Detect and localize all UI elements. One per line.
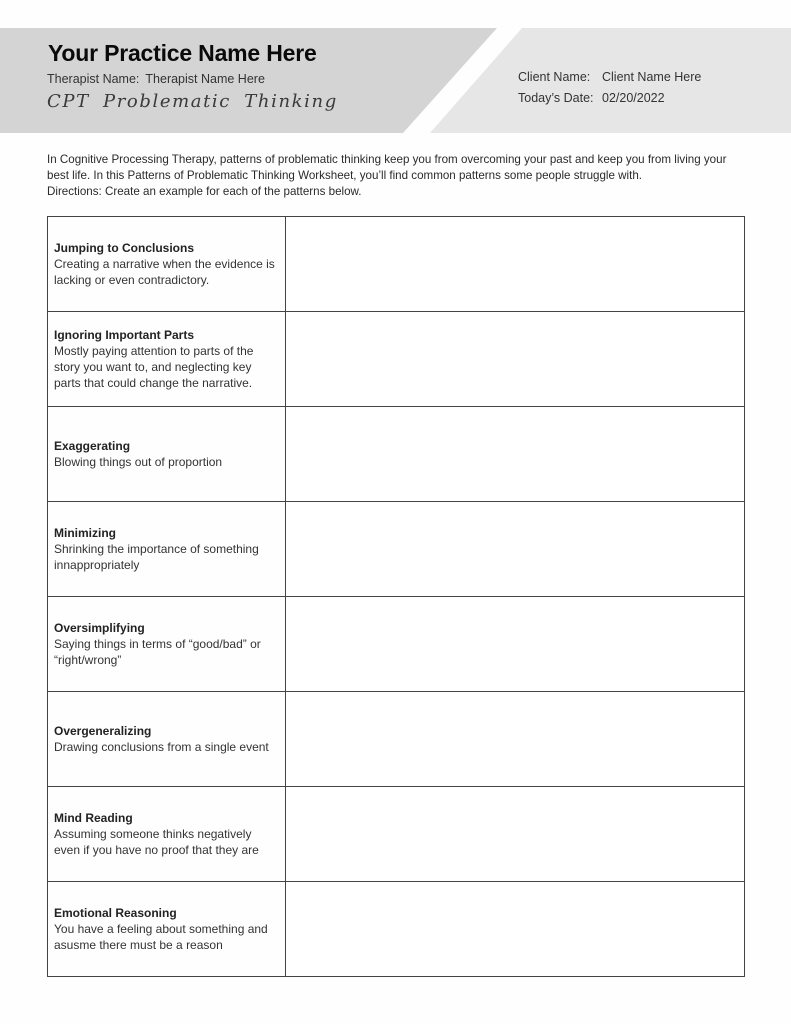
pattern-name: Oversimplifying [54, 621, 145, 635]
pattern-description: You have a feeling about something and asusme there must be a reason [54, 922, 268, 952]
pattern-row [48, 502, 745, 597]
intro-paragraph: In Cognitive Processing Therapy, patterns of problematic thinking keep you from overcoming your past and keep you from living your best life. In this Patterns of Problematic Thinking Worksheet, you’ll find common patterns some people struggle with. [47, 153, 727, 182]
pattern-cell [48, 502, 286, 597]
pattern-description: Shrinking the importance of something innappropriately [54, 542, 259, 572]
pattern-cell [48, 787, 286, 882]
pattern-description: Drawing conclusions from a single event [54, 740, 269, 754]
date-label: Today’s Date: [518, 91, 594, 105]
pattern-name: Ignoring Important Parts [54, 328, 195, 342]
pattern-row [48, 882, 745, 977]
pattern-name: Emotional Reasoning [54, 906, 177, 920]
pattern-cell [48, 407, 286, 502]
pattern-row [48, 692, 745, 787]
pattern-cell [48, 217, 286, 312]
pattern-description: Saying things in terms of “good/bad” or “right/wrong” [54, 637, 261, 667]
pattern-row [48, 407, 745, 502]
date-line [518, 88, 701, 109]
pattern-description: Mostly paying attention to parts of the story you want to, and neglecting key parts that could change the narrative. [54, 344, 254, 390]
therapist-line [47, 72, 265, 86]
pattern-name: Jumping to Conclusions [54, 241, 194, 255]
pattern-row [48, 597, 745, 692]
worksheet-title: CPT Problematic Thinking [47, 91, 338, 112]
pattern-name: Mind Reading [54, 811, 133, 825]
patterns-table [47, 216, 745, 977]
example-answer-field[interactable] [286, 692, 745, 787]
pattern-row [48, 312, 745, 407]
client-name-label: Client Name: [518, 70, 591, 84]
client-info [518, 67, 701, 109]
pattern-cell [48, 692, 286, 787]
pattern-row [48, 217, 745, 312]
example-answer-field[interactable] [286, 217, 745, 312]
intro-text [47, 152, 747, 200]
therapist-label: Therapist Name: [47, 72, 140, 86]
pattern-name: Overgeneralizing [54, 724, 152, 738]
pattern-cell [48, 882, 286, 977]
pattern-name: Minimizing [54, 526, 116, 540]
example-answer-field[interactable] [286, 407, 745, 502]
pattern-description: Assuming someone thinks negatively even if you have no proof that they are [54, 827, 259, 857]
pattern-cell [48, 312, 286, 407]
client-name-line [518, 67, 701, 88]
pattern-cell [48, 597, 286, 692]
pattern-name: Exaggerating [54, 439, 131, 453]
example-answer-field[interactable] [286, 502, 745, 597]
example-answer-field[interactable] [286, 597, 745, 692]
pattern-description: Blowing things out of proportion [54, 455, 223, 469]
directions-text: Directions: Create an example for each of the patterns below. [47, 185, 362, 198]
client-name-field[interactable]: Client Name Here [602, 70, 702, 84]
therapist-name-field[interactable]: Therapist Name Here [145, 72, 265, 86]
example-answer-field[interactable] [286, 787, 745, 882]
pattern-row [48, 787, 745, 882]
date-field[interactable]: 02/20/2022 [602, 91, 665, 105]
practice-name: Your Practice Name Here [48, 40, 317, 66]
pattern-description: Creating a narrative when the evidence is lacking or even contradictory. [54, 257, 275, 287]
example-answer-field[interactable] [286, 312, 745, 407]
example-answer-field[interactable] [286, 882, 745, 977]
